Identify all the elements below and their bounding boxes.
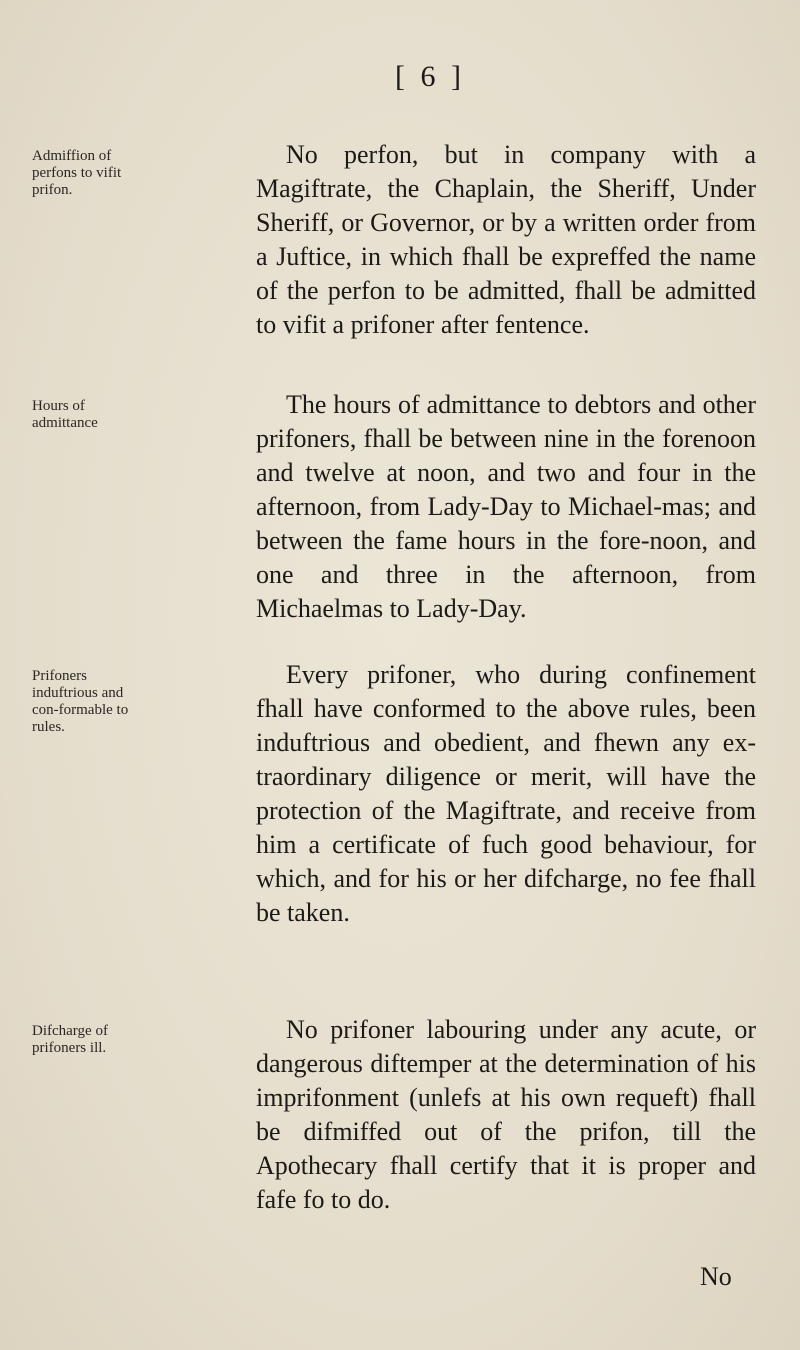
paragraph-text: No prifoner labouring under any acute, or dangerous diftemper at the determination of his imprifonment (unlefs at his own requeft) fhall be difmiffed out of the prifon, till the Apothecary fhall certify that it is proper and fafe fo to do. (256, 1015, 756, 1214)
paragraph-hours (256, 388, 756, 626)
margin-note-discharge: Difcharge of prifoners ill. (32, 1023, 108, 1056)
paragraph-industrious (256, 658, 756, 930)
catchword: No (700, 1262, 732, 1291)
paragraph-text: Every prifoner, who during confinement fhall have conformed to the above rules, been induftrious and obedient, and fhewn any ex-traordinary diligence or merit, will have the protection of the Magiftrate, and receive from him a certificate of fuch good behaviour, for which, and for his or her difcharge, no fee fhall be taken. (256, 660, 756, 927)
paragraph-discharge (256, 1013, 756, 1217)
margin-note-hours: Hours of admittance (32, 398, 98, 431)
paragraph-admission (256, 138, 756, 342)
paragraph-text: The hours of admittance to debtors and other prifoners, fhall be between nine in the forenoon and twelve at noon, and two and four in the afternoon, from Lady-Day to Michael-mas; and between the fame hours in the fore-noon, and one and three in the afternoon, from Michaelmas to Lady-Day. (256, 390, 756, 623)
page-number: [ 6 ] (395, 60, 465, 93)
margin-note-industrious: Prifoners induftrious and con-formable to rules. (32, 668, 129, 735)
paragraph-text: No perfon, but in company with a Magiftrate, the Chaplain, the Sheriff, Under Sheriff, or Governor, or by a written order from a Juftice, in which fhall be expreffed the name of the perfon to be admitted, fhall be admitted to vifit a prifoner after fentence. (256, 140, 756, 339)
margin-note-admission: Admiffion of perfons to vifit prifon. (32, 148, 122, 198)
